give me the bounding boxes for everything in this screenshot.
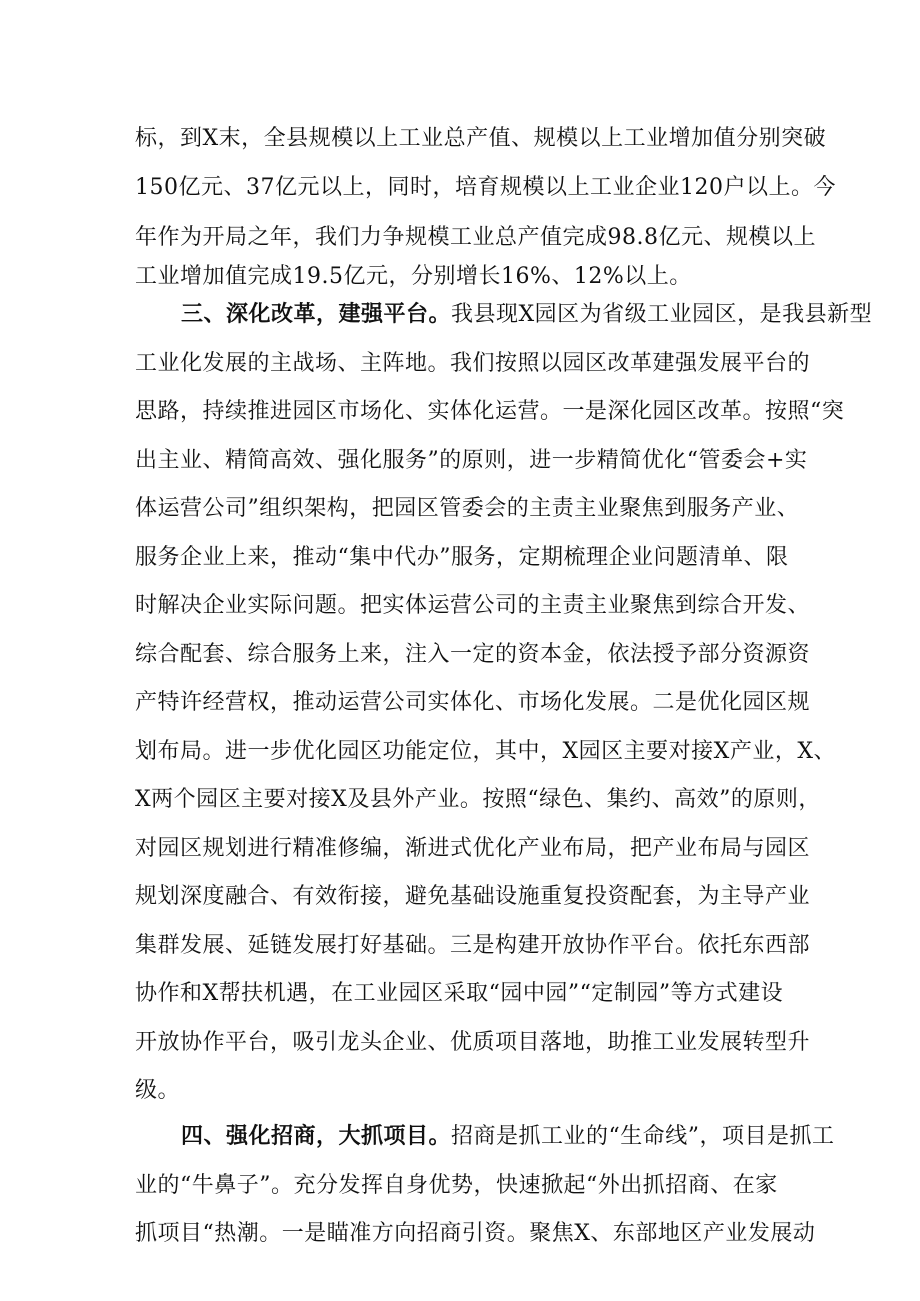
paragraph-1-line-3: 年作为开局之年，我们力争规模工业总产值完成98.8亿元、规模以上 xyxy=(135,225,816,250)
paragraph-2-line-13: 规划深度融合、有效衔接，避免基础设施重复投资配套，为主导产业 xyxy=(135,884,811,909)
paragraph-3-line-2: 业的“牛鼻子”。充分发挥自身优势，快速掀起“外出抓招商、在家 xyxy=(135,1172,778,1198)
paragraph-2-line-1-text: 我县现X园区为省级工业园区，是我县新型 xyxy=(451,302,873,327)
paragraph-2-line-17: 级。 xyxy=(135,1078,181,1103)
paragraph-2-line-2: 工业化发展的主战场、主阵地。我们按照以园区改革建强发展平台的 xyxy=(135,350,811,376)
paragraph-2-line-6: 服务企业上来，推动“集中代办”服务，定期梳理企业问题清单、限 xyxy=(135,544,789,570)
paragraph-3-line-1-text: 招商是抓工业的“生命线”，项目是抓工 xyxy=(451,1124,835,1149)
paragraph-1-line-2: 150亿元、37亿元以上，同时，培育规模以上工业企业120户以上。今 xyxy=(135,175,836,200)
paragraph-2-line-1 xyxy=(181,300,872,330)
paragraph-2-line-5: 体运营公司”组织架构，把园区管委会的主责主业聚焦到服务产业、 xyxy=(135,496,800,521)
paragraph-2-line-8: 综合配套、综合服务上来，注入一定的资本金，依法授予部分资源资 xyxy=(135,641,811,667)
paragraph-2-line-15: 协作和X帮扶机遇，在工业园区采取“园中园”“定制园”等方式建设 xyxy=(135,981,784,1006)
section-heading-4: 四、强化招商，大抓项目。 xyxy=(181,1124,452,1149)
paragraph-2-line-10: 划布局。进一步优化园区功能定位，其中，X园区主要对接X产业，X、 xyxy=(135,738,836,764)
paragraph-2-line-12: 对园区规划进行精准修编，渐进式优化产业布局，把产业布局与园区 xyxy=(135,835,811,861)
paragraph-1-line-4: 工业增加值完成19.5亿元，分别增长16%、12%以上。 xyxy=(135,264,692,289)
paragraph-3-line-1 xyxy=(181,1122,835,1152)
paragraph-2-line-4: 出主业、精简高效、强化服务”的原则，进一步精简优化“管委会+实 xyxy=(135,447,808,473)
paragraph-2-line-14: 集群发展、延链发展打好基础。三是构建开放协作平台。依托东西部 xyxy=(135,932,811,958)
paragraph-2-line-7: 时解决企业实际问题。把实体运营公司的主责主业聚焦到综合开发、 xyxy=(135,593,811,618)
paragraph-1-line-1: 标，到X末，全县规模以上工业总产值、规模以上工业增加值分别突破 xyxy=(135,126,827,151)
paragraph-2-line-16: 开放协作平台，吸引龙头企业、优质项目落地，助推工业发展转型升 xyxy=(135,1029,811,1055)
paragraph-2-line-3: 思路，持续推进园区市场化、实体化运营。一是深化园区改革。按照“突 xyxy=(135,399,845,424)
paragraph-3-line-3: 抓项目“热潮。一是瞄准方向招商引资。聚焦X、东部地区产业发展动 xyxy=(135,1221,816,1246)
paragraph-2-line-9: 产特许经营权，推动运营公司实体化、市场化发展。二是优化园区规 xyxy=(135,690,811,715)
paragraph-2-line-11: X两个园区主要对接X及县外产业。按照“绿色、集约、高效”的原则， xyxy=(135,787,821,812)
section-heading-3: 三、深化改革，建强平台。 xyxy=(181,302,452,327)
